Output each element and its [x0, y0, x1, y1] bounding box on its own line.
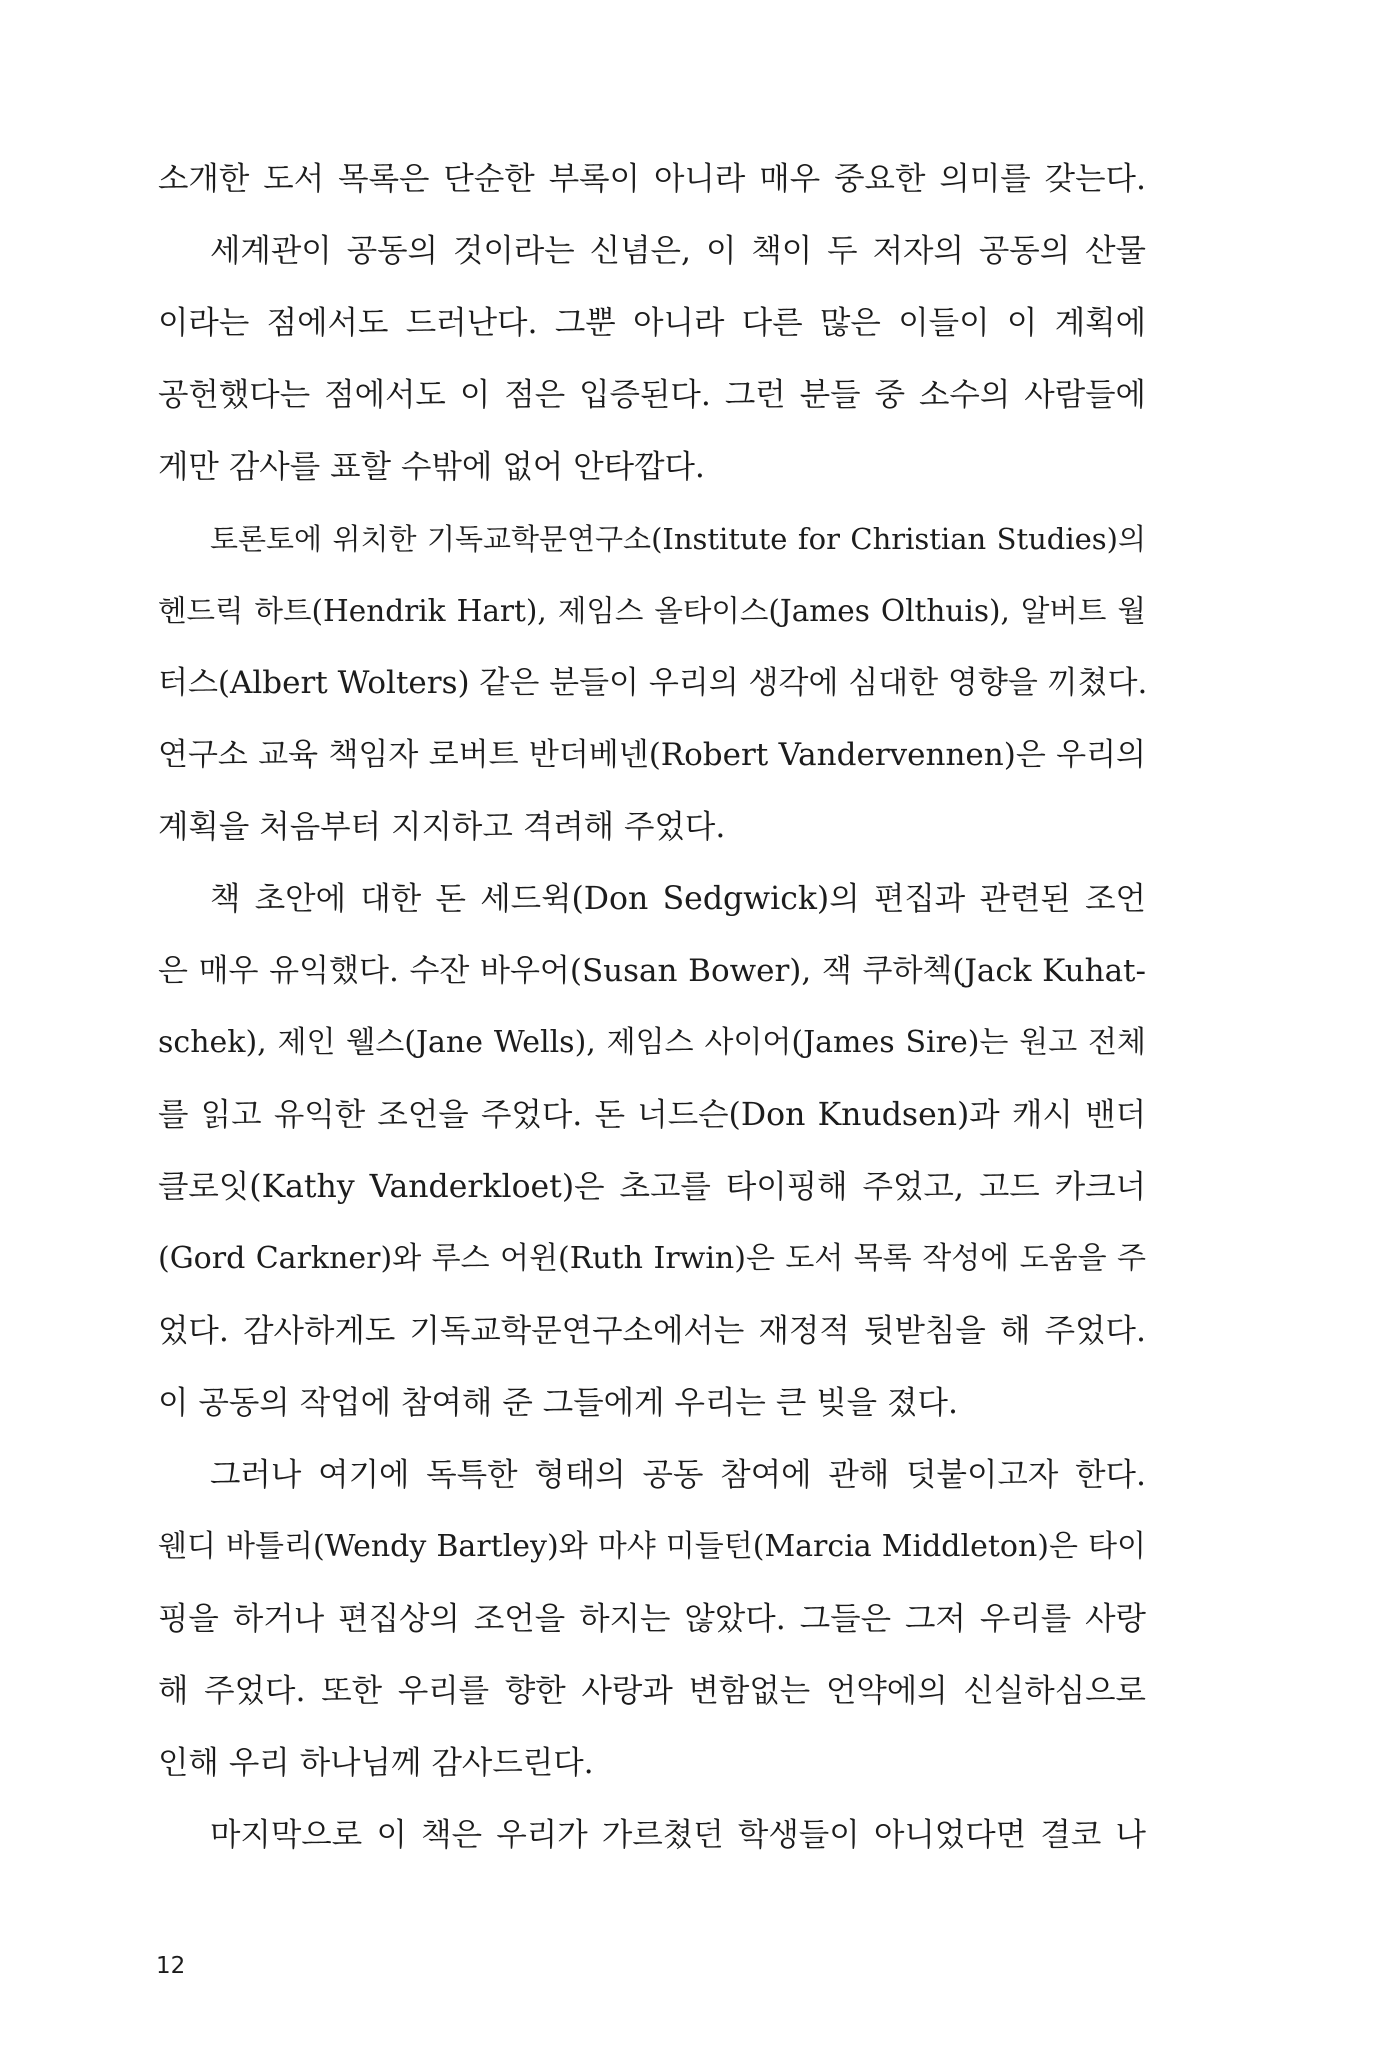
- text-line: 클로잇(Kathy Vanderkloet)은 초고를 타이핑해 주었고, 고드 카크너: [158, 1169, 1146, 1205]
- text-line: 핑을 하거나 편집상의 조언을 하지는 않았다. 그들은 그저 우리를 사랑: [158, 1601, 1146, 1637]
- text-line: 공헌했다는 점에서도 이 점은 입증된다. 그런 분들 중 소수의 사람들에: [158, 377, 1146, 413]
- paragraph-first-line: 책 초안에 대한 돈 세드윅(Don Sedgwick)의 편집과 관련된 조언: [210, 881, 1146, 917]
- text-line: 웬디 바틀리(Wendy Bartley)와 마샤 미들턴(Marcia Middleton)은 타이: [158, 1529, 1146, 1564]
- text-line: 이 공동의 작업에 참여해 준 그들에게 우리는 큰 빚을 졌다.: [158, 1385, 958, 1421]
- text-line: 연구소 교육 책임자 로버트 반더베넨(Robert Vandervennen)은 우리의: [158, 737, 1146, 773]
- text-line: 이라는 점에서도 드러난다. 그뿐 아니라 다른 많은 이들이 이 계획에: [158, 305, 1146, 341]
- paragraph-first-line: 그러나 여기에 독특한 형태의 공동 참여에 관해 덧붙이고자 한다.: [210, 1457, 1146, 1493]
- text-line: 게만 감사를 표할 수밖에 없어 안타깝다.: [158, 449, 705, 485]
- text-line: 터스(Albert Wolters) 같은 분들이 우리의 생각에 심대한 영향을 끼쳤다.: [158, 665, 1148, 701]
- paragraph-first-line: 세계관이 공동의 것이라는 신념은, 이 책이 두 저자의 공동의 산물: [210, 233, 1146, 269]
- text-line: 인해 우리 하나님께 감사드린다.: [158, 1745, 594, 1781]
- text-line: (Gord Carkner)와 루스 어윈(Ruth Irwin)은 도서 목록 작성에 도움을 주: [158, 1241, 1146, 1276]
- text-line: 었다. 감사하게도 기독교학문연구소에서는 재정적 뒷받침을 해 주었다.: [158, 1313, 1146, 1349]
- text-line: 헨드릭 하트(Hendrik Hart), 제임스 올타이스(James Olthuis), 알버트 월: [158, 594, 1146, 628]
- text-line: 소개한 도서 목록은 단순한 부록이 아니라 매우 중요한 의미를 갖는다.: [158, 161, 1146, 197]
- text-line: 은 매우 유익했다. 수잔 바우어(Susan Bower), 잭 쿠하첵(Jack Kuhat-: [158, 953, 1146, 989]
- paragraph-first-line: 토론토에 위치한 기독교학문연구소(Institute for Christian Studies)의: [210, 522, 1146, 556]
- paragraph-first-line: 마지막으로 이 책은 우리가 가르쳤던 학생들이 아니었다면 결코 나: [210, 1817, 1146, 1853]
- text-line: 계획을 처음부터 지지하고 격려해 주었다.: [158, 809, 726, 845]
- page-number: 12: [156, 1953, 186, 1979]
- text-line: 를 읽고 유익한 조언을 주었다. 돈 너드슨(Don Knudsen)과 캐시 밴더: [158, 1097, 1146, 1133]
- text-line: schek), 제인 웰스(Jane Wells), 제임스 사이어(James Sire)는 원고 전체: [158, 1025, 1146, 1060]
- text-line: 해 주었다. 또한 우리를 향한 사랑과 변함없는 언약에의 신실하심으로: [158, 1673, 1146, 1709]
